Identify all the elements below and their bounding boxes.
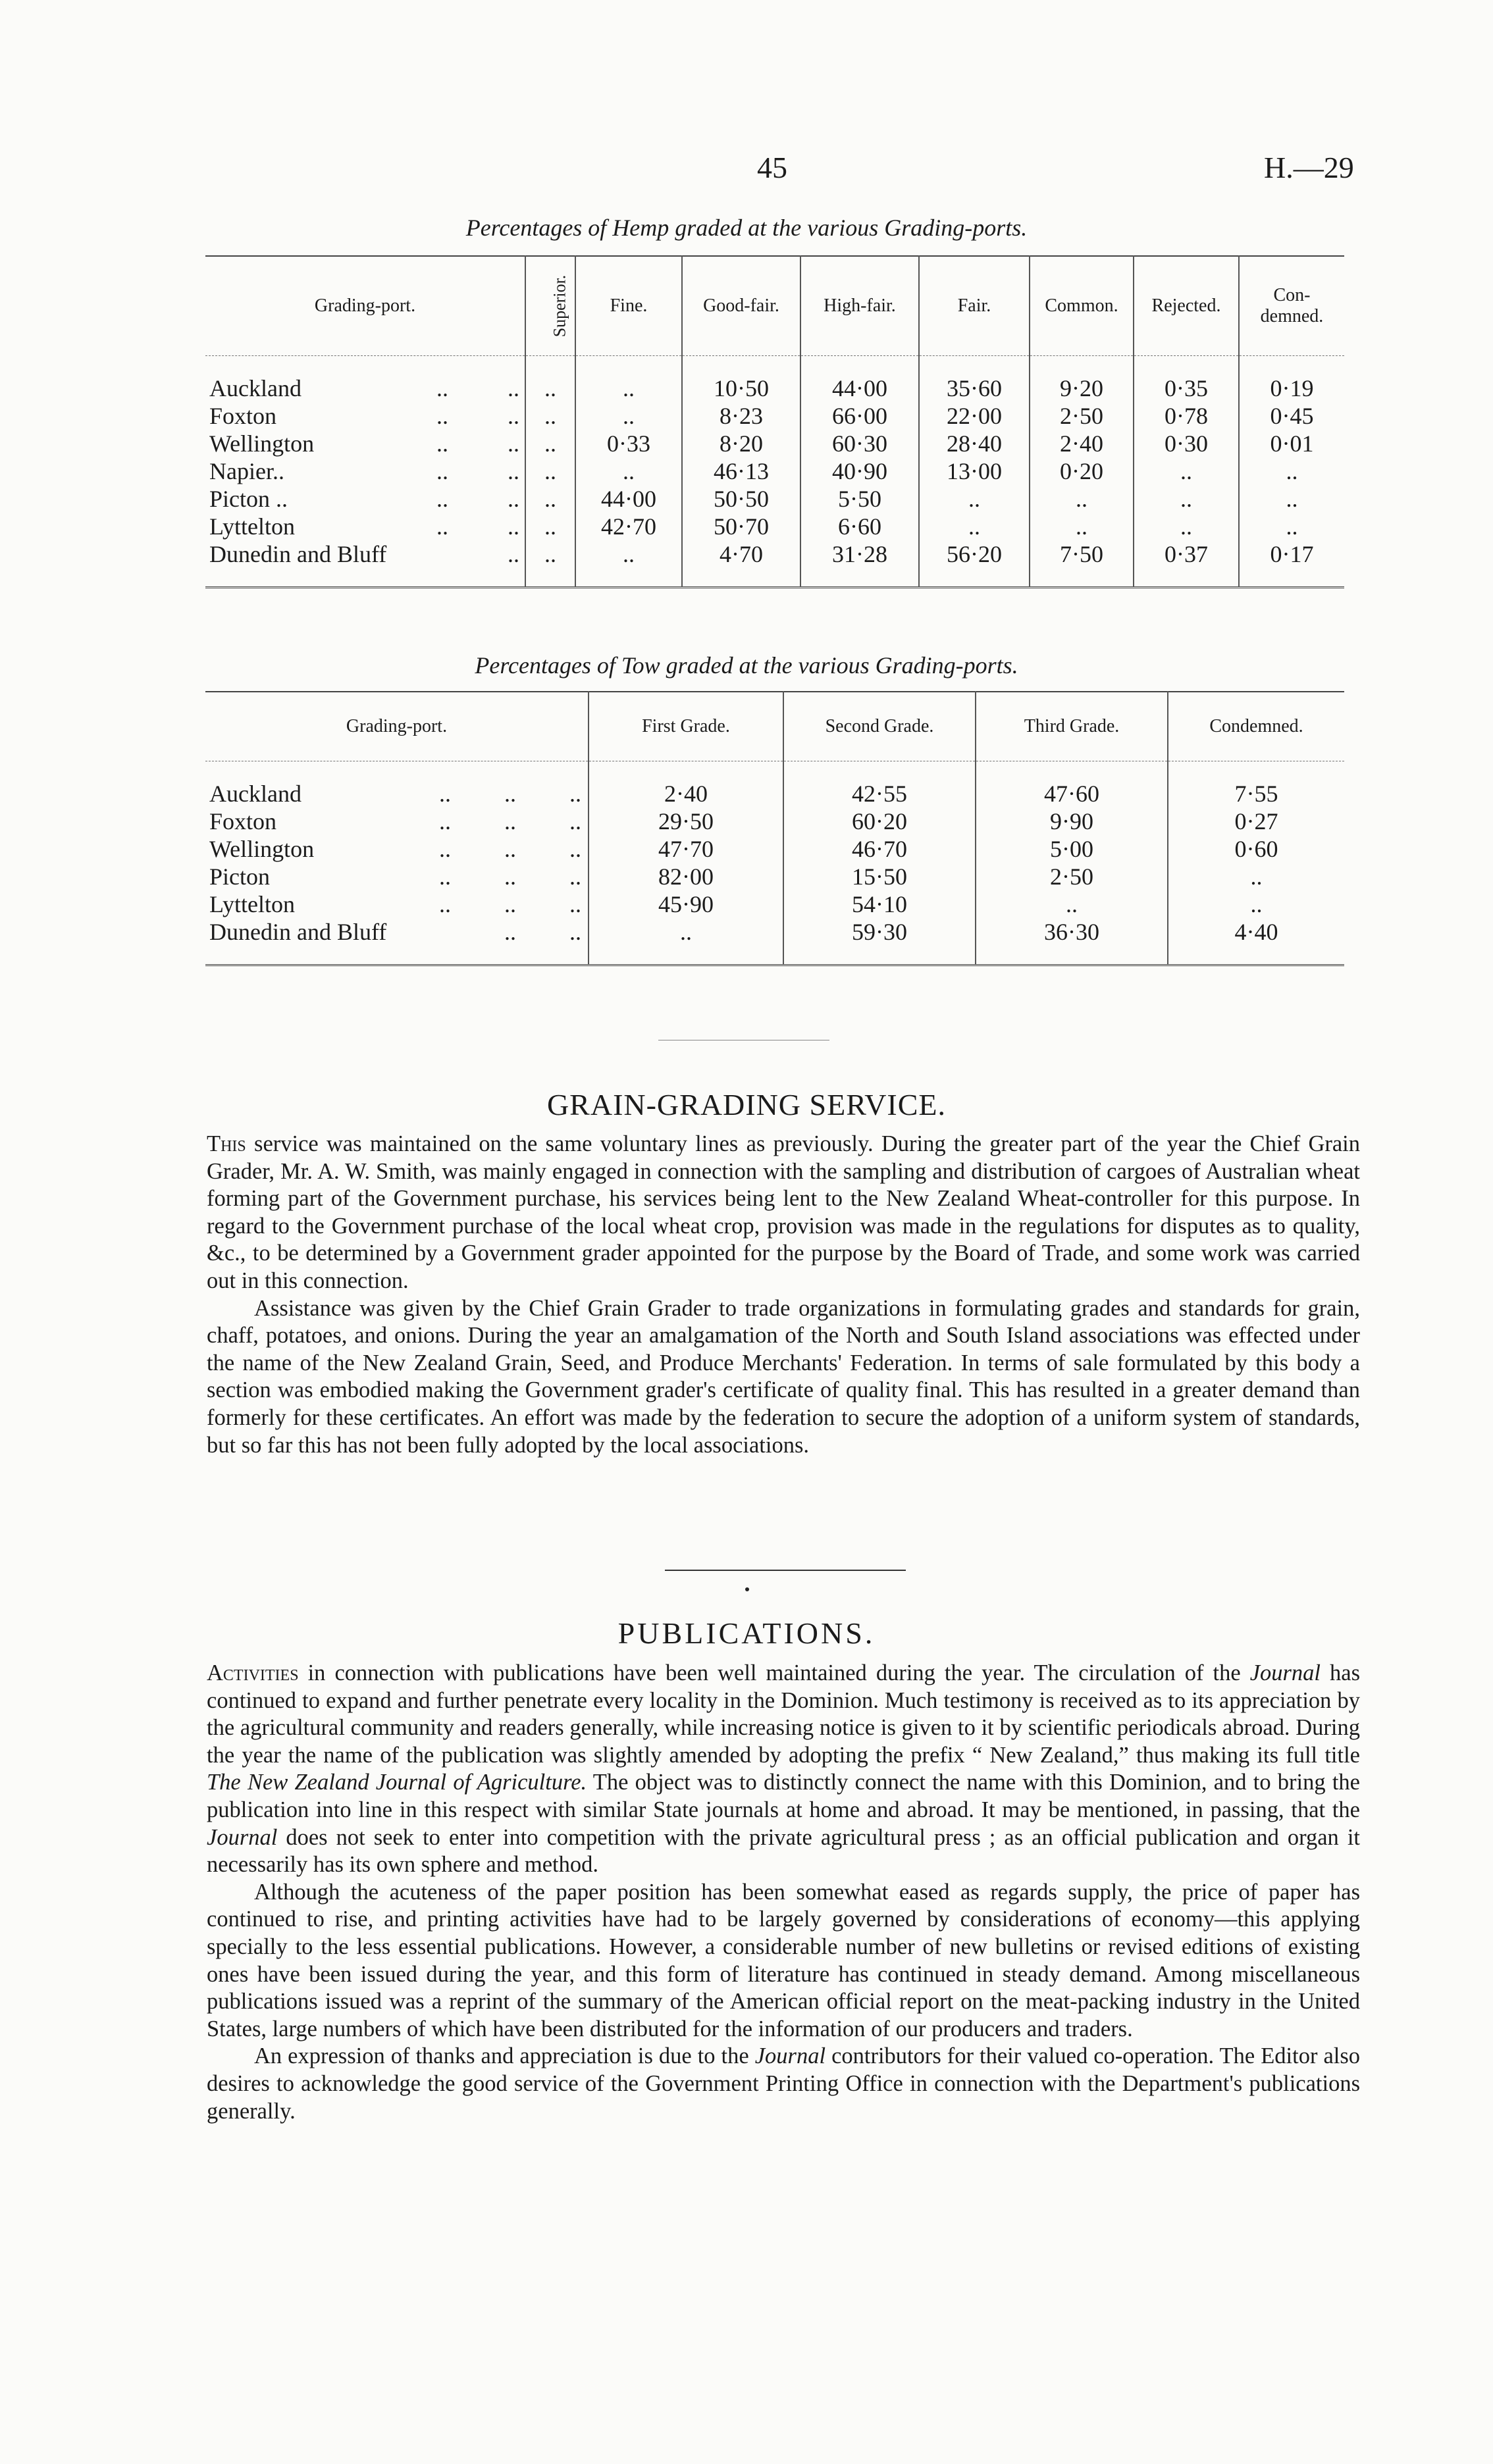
port-name: Napier.. .. .. <box>209 458 519 484</box>
cell-good-fair: 10·50 <box>682 374 800 402</box>
cell-common: .. <box>1030 485 1134 513</box>
cell-fine: .. <box>575 402 682 430</box>
cell-fair: .. <box>919 485 1030 513</box>
cell-good-fair: 46·13 <box>682 457 800 485</box>
cell-first: 47·70 <box>589 835 783 863</box>
cell-first: .. <box>589 918 783 946</box>
hemp-col-superior: Superior. <box>525 256 575 356</box>
cell-third: 5·00 <box>976 835 1168 863</box>
hemp-col-common: Common. <box>1030 256 1134 356</box>
cell-condemned: .. <box>1239 485 1344 513</box>
cell-fine: .. <box>575 457 682 485</box>
grain-grading-text <box>207 1131 1360 1459</box>
grain-paragraph-2: Assistance was given by the Chief Grain Grader to trade organizations in formulating grades and standards for grain, chaff, potatoes, and onions. During the year an amalgamation of the North and South Island associations was effected under the name of the New Zealand Grain, Seed, and Produce Merchants' Federation. In terms of sale formulated by this body a section was embodied making the Government grader's certificate of quality final. This has resulted in a greater demand than formerly for these certificates. An effort was made by the federation to secure the adoption of a uniform system of standards, but so far this has not been fully adopted by the local associations. <box>207 1295 1360 1458</box>
cell-fine: 44·00 <box>575 485 682 513</box>
cell-superior: .. <box>525 485 575 513</box>
table-row <box>205 457 1344 485</box>
cell-rejected: 0·78 <box>1134 402 1239 430</box>
cell-high-fair: 40·90 <box>800 457 919 485</box>
cell-good-fair: 8·20 <box>682 430 800 457</box>
cell-high-fair: 44·00 <box>800 374 919 402</box>
tow-col-second: Second Grade. <box>783 692 976 761</box>
port-name: Wellington .. .. <box>209 430 519 457</box>
cell-second: 46·70 <box>783 835 976 863</box>
cell-condemned: 4·40 <box>1168 918 1344 946</box>
cell-condemned: .. <box>1168 863 1344 890</box>
cell-condemned: .. <box>1168 890 1344 918</box>
cell-condemned: 0·17 <box>1239 540 1344 568</box>
cell-rejected: 0·35 <box>1134 374 1239 402</box>
cell-fine: 0·33 <box>575 430 682 457</box>
table-row <box>205 540 1344 568</box>
table-row <box>205 780 1344 808</box>
cell-common: 7·50 <box>1030 540 1134 568</box>
cell-superior: .. <box>525 540 575 568</box>
cell-high-fair: 31·28 <box>800 540 919 568</box>
cell-fair: 35·60 <box>919 374 1030 402</box>
cell-good-fair: 50·50 <box>682 485 800 513</box>
table-row <box>205 513 1344 540</box>
document-reference: H.—29 <box>1264 151 1354 184</box>
cell-common: 9·20 <box>1030 374 1134 402</box>
cell-condemned: .. <box>1239 513 1344 540</box>
cell-superior: .. <box>525 457 575 485</box>
cell-third: .. <box>976 890 1168 918</box>
cell-superior: .. <box>525 513 575 540</box>
table-row <box>205 890 1344 918</box>
cell-fair: 22·00 <box>919 402 1030 430</box>
grain-paragraph-1: This service was maintained on the same voluntary lines as previously. During the greater part of the year the Chief Grain Grader, Mr. A. W. Smith, was mainly engaged in connection with the sampling and distribution of cargoes of Australian wheat forming part of the Government purchase, his services being lent to the New Zealand Wheat-controller for this purpose. In regard to the Government purchase of the local wheat crop, provision was made in the regulations for disputes as to quality, &c., to be determined by a Government grader appointed for the purpose by the Board of Trade, and some work was carried out in this connection. <box>207 1131 1361 1293</box>
cell-second: 60·20 <box>783 808 976 835</box>
cell-common: 0·20 <box>1030 457 1134 485</box>
cell-common: 2·40 <box>1030 430 1134 457</box>
cell-fair: 13·00 <box>919 457 1030 485</box>
hemp-col-high-fair: High-fair. <box>800 256 919 356</box>
cell-first: 45·90 <box>589 890 783 918</box>
cell-superior: .. <box>525 402 575 430</box>
port-name: Picton .. .. .. <box>209 863 581 890</box>
cell-second: 42·55 <box>783 780 976 808</box>
publications-heading: PUBLICATIONS. <box>617 1616 876 1650</box>
cell-superior: .. <box>525 374 575 402</box>
table-row <box>205 835 1344 863</box>
tow-col-port: Grading-port. <box>205 692 589 761</box>
table-row <box>205 374 1344 402</box>
cell-third: 47·60 <box>976 780 1168 808</box>
tow-table <box>205 691 1344 966</box>
port-name: Dunedin and Bluff .. <box>209 541 519 567</box>
hemp-col-good-fair: Good-fair. <box>682 256 800 356</box>
cell-third: 2·50 <box>976 863 1168 890</box>
cell-fair: .. <box>919 513 1030 540</box>
cell-high-fair: 6·60 <box>800 513 919 540</box>
separator-dot <box>745 1587 749 1591</box>
cell-high-fair: 5·50 <box>800 485 919 513</box>
hemp-col-fair: Fair. <box>919 256 1030 356</box>
cell-fine: .. <box>575 540 682 568</box>
cell-second: 59·30 <box>783 918 976 946</box>
cell-good-fair: 50·70 <box>682 513 800 540</box>
port-name: Foxton .. .. <box>209 403 519 429</box>
cell-condemned: 0·01 <box>1239 430 1344 457</box>
tow-col-condemned: Condemned. <box>1168 692 1344 761</box>
port-name: Lyttelton .. .. .. <box>209 891 581 917</box>
table-row <box>205 808 1344 835</box>
cell-second: 15·50 <box>783 863 976 890</box>
cell-good-fair: 8·23 <box>682 402 800 430</box>
tow-table-caption: Percentages of Tow graded at the various Grading-ports. <box>475 652 1018 679</box>
cell-rejected: 0·37 <box>1134 540 1239 568</box>
port-name: Lyttelton .. .. <box>209 513 519 540</box>
port-name: Auckland .. .. .. <box>209 781 581 807</box>
cell-common: .. <box>1030 513 1134 540</box>
cell-fair: 56·20 <box>919 540 1030 568</box>
cell-first: 82·00 <box>589 863 783 890</box>
hemp-col-port: Grading-port. <box>205 256 525 356</box>
cell-superior: .. <box>525 430 575 457</box>
page-number: 45 <box>757 151 787 184</box>
table-row <box>205 918 1344 946</box>
publications-paragraph-3: An expression of thanks and appreciation is due to the Journal contributors for their valued co-operation. The Editor also desires to acknowledge the good service of the Government Printing Office in connection with the Department's publications generally. <box>207 2043 1361 2124</box>
cell-condemned: 0·45 <box>1239 402 1344 430</box>
hemp-col-rejected: Rejected. <box>1134 256 1239 356</box>
grain-grading-heading: GRAIN-GRADING SERVICE. <box>546 1088 947 1121</box>
cell-high-fair: 66·00 <box>800 402 919 430</box>
hemp-table <box>205 255 1344 588</box>
hemp-col-condemned: Con-demned. <box>1239 256 1344 356</box>
publications-paragraph-2: Although the acuteness of the paper position has been somewhat eased as regards supply, the price of paper has continued to rise, and printing activities have had to be largely governed by considerations of economy—this applying specially to the less essential publications. However, a considerable number of new bulletins or revised editions of existing ones have been issued during the year, and this form of literature has continued in steady demand. Among miscellaneous publications issued was a reprint of the summary of the American official report on the meat-packing industry in the United States, large numbers of which have been distributed for the information of our producers and traders. <box>207 1879 1360 2041</box>
cell-condemned: .. <box>1239 457 1344 485</box>
hemp-col-fine: Fine. <box>575 256 682 356</box>
cell-condemned: 7·55 <box>1168 780 1344 808</box>
cell-rejected: .. <box>1134 485 1239 513</box>
publications-paragraph-1: Activities in connection with publications have been well maintained during the year. The circulation of the Journal has continued to expand and further penetrate every locality in the Dominion. Much testimony is received as to its appreciation by the agricultural community and readers generally, while increasing notice is given to it by scientific periodicals abroad. During the year the name of the publication was slightly amended by adopting the prefix “ New Zealand,” thus making its full title The New Zealand Journal of Agriculture. The object was to distinctly connect the name with this Dominion, and to bring the publication into line in this respect with similar State journals at home and abroad. It may be mentioned, in passing, that the Journal does not seek to enter into competition with the private agricultural press ; as an official publication and organ it necessarily has its own sphere and method. <box>207 1660 1361 1878</box>
cell-rejected: .. <box>1134 513 1239 540</box>
port-name: Foxton .. .. .. <box>209 808 581 834</box>
tow-table-header <box>205 692 1344 761</box>
tow-col-first: First Grade. <box>589 692 783 761</box>
cell-first: 29·50 <box>589 808 783 835</box>
cell-third: 9·90 <box>976 808 1168 835</box>
table-row <box>205 485 1344 513</box>
hemp-table-caption: Percentages of Hemp graded at the various Grading-ports. <box>465 215 1028 241</box>
port-name: Auckland .. .. <box>209 375 519 401</box>
cell-third: 36·30 <box>976 918 1168 946</box>
cell-fine: 42·70 <box>575 513 682 540</box>
separator-rule <box>665 1570 906 1571</box>
cell-high-fair: 60·30 <box>800 430 919 457</box>
table-row <box>205 863 1344 890</box>
cell-common: 2·50 <box>1030 402 1134 430</box>
cell-good-fair: 4·70 <box>682 540 800 568</box>
tow-col-third: Third Grade. <box>976 692 1168 761</box>
cell-condemned: 0·60 <box>1168 835 1344 863</box>
cell-first: 2·40 <box>589 780 783 808</box>
table-row <box>205 402 1344 430</box>
port-name: Wellington .. .. .. <box>209 836 581 862</box>
cell-second: 54·10 <box>783 890 976 918</box>
cell-condemned: 0·27 <box>1168 808 1344 835</box>
cell-fine: .. <box>575 374 682 402</box>
table-row <box>205 430 1344 457</box>
port-name: Picton .. .. .. <box>209 486 519 512</box>
cell-condemned: 0·19 <box>1239 374 1344 402</box>
hemp-table-header <box>205 256 1344 356</box>
cell-fair: 28·40 <box>919 430 1030 457</box>
cell-rejected: 0·30 <box>1134 430 1239 457</box>
cell-rejected: .. <box>1134 457 1239 485</box>
port-name: Dunedin and Bluff .. .. <box>209 919 581 945</box>
publications-text <box>207 1660 1360 2125</box>
